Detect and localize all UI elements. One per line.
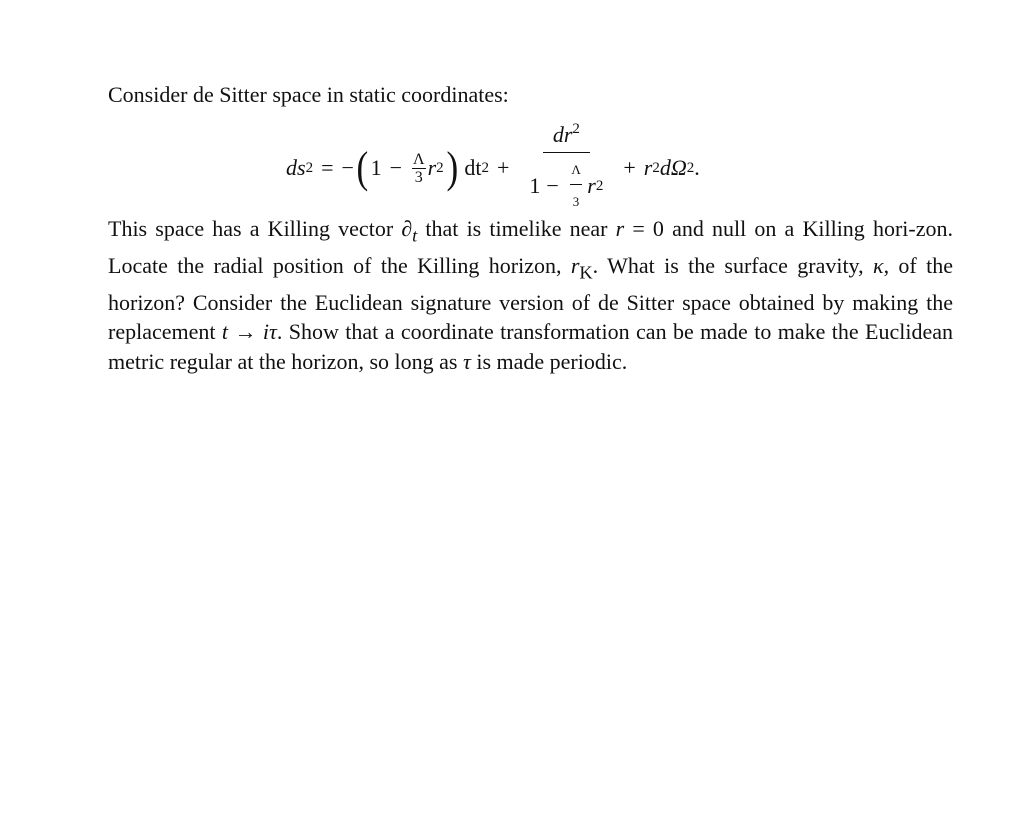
- text-s7: is made periodic.: [470, 348, 628, 374]
- eq-domega: dΩ: [659, 155, 687, 180]
- partial-sub-t: t: [412, 225, 418, 246]
- eq-den-one: 1: [529, 172, 541, 198]
- metric-equation: ds 2 = − ( 1 − $\frac{\Lambda}{3}$ r 2 ) dt 2 + $dr^2$ 1 − $\frac{\Lambda}{3}$ r 2 + r 2 dΩ 2 .: [286, 126, 806, 210]
- eq-left-paren: (: [356, 143, 369, 192]
- eq-lambda-over-3: [412, 151, 426, 186]
- arrow-symbol: →: [228, 319, 263, 345]
- eq-lambda: Λ: [412, 150, 425, 168]
- eq-three: 3: [414, 168, 423, 186]
- var-kappa: κ: [873, 252, 884, 278]
- eq-den-three: 3: [572, 193, 580, 209]
- eq-dr-exponent: 2: [572, 120, 580, 137]
- eq-one: 1: [370, 155, 382, 180]
- eq-dt: dt: [464, 155, 482, 180]
- eq-right-paren: ): [446, 143, 458, 192]
- text-s2: that is timelike near: [417, 216, 616, 241]
- eq-r-squared: r: [643, 155, 653, 180]
- eq-den-lambda: Λ: [570, 156, 581, 185]
- eq-den-lambda-over-3: [567, 156, 586, 216]
- text-s1: This space has a Killing vector: [108, 216, 402, 241]
- eq-dr: dr: [552, 121, 573, 147]
- eq-r: r: [427, 155, 437, 180]
- var-tau: τ: [462, 348, 471, 374]
- eq-equals: =: [321, 155, 334, 180]
- partial-symbol: ∂: [401, 216, 413, 241]
- eq-frac-numerator: [543, 121, 590, 153]
- eq-fraction: [523, 121, 609, 216]
- intro-text: Consider de Sitter space in static coordinates:: [108, 82, 509, 107]
- var-rk: r: [570, 252, 580, 278]
- var-itau: iτ: [262, 319, 277, 345]
- eq-den-minus: −: [546, 172, 559, 198]
- eq-plus-2: +: [623, 155, 636, 180]
- var-t: t: [221, 319, 229, 345]
- problem-text: [108, 214, 953, 376]
- eq-plus: +: [496, 155, 510, 180]
- text-s3: = 0 and null on a Killing hori-zon. Locate the radial position of the Killing horizon,: [108, 216, 953, 278]
- eq-den-r: r: [587, 172, 596, 198]
- text-s5: , of the horizon? Consider the Euclidean signature version of de Sitter space obtained by making the replacement: [108, 252, 953, 345]
- text-s4: . What is the surface gravity,: [592, 252, 873, 278]
- var-rk-subscript: K: [579, 262, 593, 283]
- text-s6: . Show that a coordinate transformation can be made to make the Euclidean metric regular at the horizon, so long as: [108, 319, 954, 374]
- eq-ds: ds: [286, 155, 306, 180]
- eq-frac-denominator: 1 − $\frac{\Lambda}{3}$ r 2: [523, 153, 609, 216]
- eq-minus: −: [341, 155, 354, 180]
- var-r: r: [615, 216, 625, 241]
- eq-minus-inner: −: [389, 155, 402, 180]
- eq-period: .: [694, 155, 700, 180]
